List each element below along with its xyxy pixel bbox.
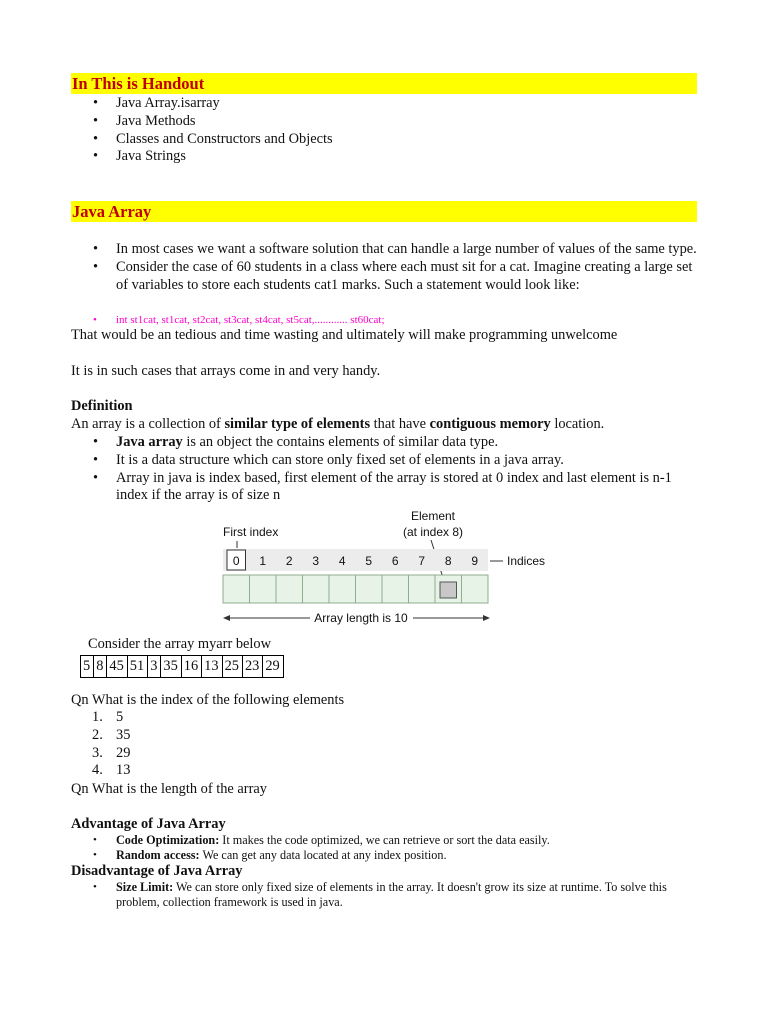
- item-value: 35: [116, 726, 131, 743]
- disadvantage-heading: Disadvantage of Java Array: [71, 863, 243, 879]
- definition-text: that have: [370, 416, 430, 432]
- index-label-1: 1: [259, 554, 267, 568]
- index-label-6: 6: [391, 554, 399, 568]
- arrowhead-right-icon: [483, 615, 490, 621]
- element-label-sub: (at index 8): [402, 525, 464, 539]
- index-label-7: 7: [418, 554, 426, 568]
- item-number: 1.: [92, 709, 103, 725]
- code-line: • int st1cat, st1cat, st2cat, st3cat, st4cat, st5cat,............ st60cat;: [71, 313, 697, 327]
- myarr-cell: 13: [202, 656, 222, 678]
- arrowhead-left-icon: [223, 615, 230, 621]
- list-item: • Java Array.isarray: [71, 95, 697, 113]
- array-cell-1: [250, 575, 277, 603]
- list-item: • Array in java is index based, first element of the array is stored at 0 index and last element is n-1 index if the array is of size n: [71, 470, 697, 506]
- disadvantage-list: [71, 880, 697, 909]
- array-diagram: [215, 508, 555, 630]
- array-cell-4: [329, 575, 356, 603]
- list-item: • Java Methods: [71, 113, 697, 131]
- myarr-cell: 29: [263, 656, 283, 678]
- myarr-cell: 5: [81, 656, 94, 678]
- item-text: We can get any data located at any index position.: [199, 847, 447, 862]
- definition-bold: similar type of elements: [224, 416, 371, 432]
- code-example-list: [71, 313, 697, 327]
- myarr-cell: 23: [242, 656, 262, 678]
- handout-heading: In This is Handout: [71, 73, 697, 94]
- highlighted-element: [440, 582, 457, 598]
- array-cells: [223, 575, 488, 603]
- list-item: [71, 434, 697, 452]
- myarr-row: [81, 656, 284, 678]
- question-length: Qn What is the length of the array: [71, 781, 267, 797]
- bold-term: Code Optimization:: [116, 833, 220, 847]
- myarr-cell: 25: [222, 656, 242, 678]
- array-cell-7: [409, 575, 436, 603]
- first-index-label: First index: [223, 525, 279, 539]
- bold-term: Size Limit:: [116, 880, 174, 894]
- index-label-3: 3: [312, 554, 320, 568]
- item-number: 4.: [92, 762, 103, 779]
- list-item: • Java Strings: [71, 148, 697, 166]
- index-label-0: 0: [232, 554, 240, 568]
- list-item: • It is a data structure which can store only fixed set of elements in a java array.: [71, 452, 697, 470]
- myarr-cell: 51: [127, 656, 147, 678]
- definition-bold: contiguous memory: [429, 416, 551, 432]
- index-row: [223, 549, 488, 571]
- myarr-cell: 45: [107, 656, 127, 678]
- array-cell-5: [356, 575, 383, 603]
- list-item: [71, 833, 697, 848]
- list-item: [71, 848, 697, 863]
- item-value: 5: [116, 709, 124, 725]
- handout-list: [71, 95, 697, 166]
- advantage-list: [71, 833, 697, 862]
- list-item: • In most cases we want a software solution that can handle a large number of values of the same type.: [71, 241, 697, 259]
- element-label: Element: [410, 509, 456, 523]
- item-number: 3.: [92, 744, 103, 761]
- index-label-5: 5: [365, 554, 373, 568]
- list-item: [71, 727, 697, 745]
- item-text: It makes the code optimized, we can retrieve or sort the data easily.: [219, 833, 550, 847]
- item-number: 2.: [92, 726, 103, 743]
- length-label: Array length is 10: [314, 611, 408, 625]
- item-text: is an object the contains elements of similar data type.: [182, 434, 499, 450]
- myarr-table: [80, 655, 284, 678]
- list-item: [71, 880, 697, 909]
- array-cell-9: [462, 575, 489, 603]
- array-cell-3: [303, 575, 330, 603]
- definition-text: location.: [550, 416, 605, 432]
- item-text: We can store only fixed size of elements in the array. It doesn't grow its size at runtime. To solve this problem, collection framework is used in java.: [116, 880, 667, 909]
- paragraph-handy: It is in such cases that arrays come in and very handy.: [71, 363, 381, 379]
- definition-line: [71, 416, 697, 434]
- myarr-cell: 16: [181, 656, 201, 678]
- myarr-cell: 35: [161, 656, 181, 678]
- list-item: [71, 709, 697, 727]
- item-value: 13: [116, 762, 131, 779]
- question-index: Qn What is the index of the following elements: [71, 692, 345, 708]
- myarr-cell: 3: [148, 656, 161, 678]
- bold-term: Java array: [116, 434, 183, 450]
- myarr-cell: 8: [94, 656, 107, 678]
- java-array-bullets: [71, 241, 697, 294]
- definition-bullets: [71, 434, 697, 505]
- list-item: [71, 745, 697, 763]
- index-label-4: 4: [338, 554, 346, 568]
- array-cell-2: [276, 575, 303, 603]
- indices-label: Indices: [507, 554, 546, 568]
- myarr-intro: Consider the array myarr below: [88, 636, 272, 652]
- paragraph-tedious: That would be an tedious and time wasting and ultimately will make programming unwelcome: [71, 327, 618, 343]
- array-cell-6: [382, 575, 409, 603]
- index-label-8: 8: [444, 554, 452, 568]
- bold-term: Random access:: [116, 847, 200, 862]
- list-item: [71, 762, 697, 780]
- definition-heading: Definition: [71, 398, 133, 414]
- question-list: [71, 709, 697, 780]
- definition-text: An array is a collection of: [71, 416, 225, 432]
- item-value: 29: [116, 744, 131, 761]
- java-array-heading: Java Array: [71, 201, 697, 222]
- index-label-9: 9: [471, 554, 479, 568]
- list-item: • Classes and Constructors and Objects: [71, 131, 697, 149]
- array-cell-0: [223, 575, 250, 603]
- index-label-2: 2: [285, 554, 293, 568]
- advantage-heading: Advantage of Java Array: [71, 816, 226, 832]
- list-item: • Consider the case of 60 students in a class where each must sit for a cat. Imagine creating a large set of variables to store each students cat1 marks. Such a statement would look like:: [71, 259, 697, 295]
